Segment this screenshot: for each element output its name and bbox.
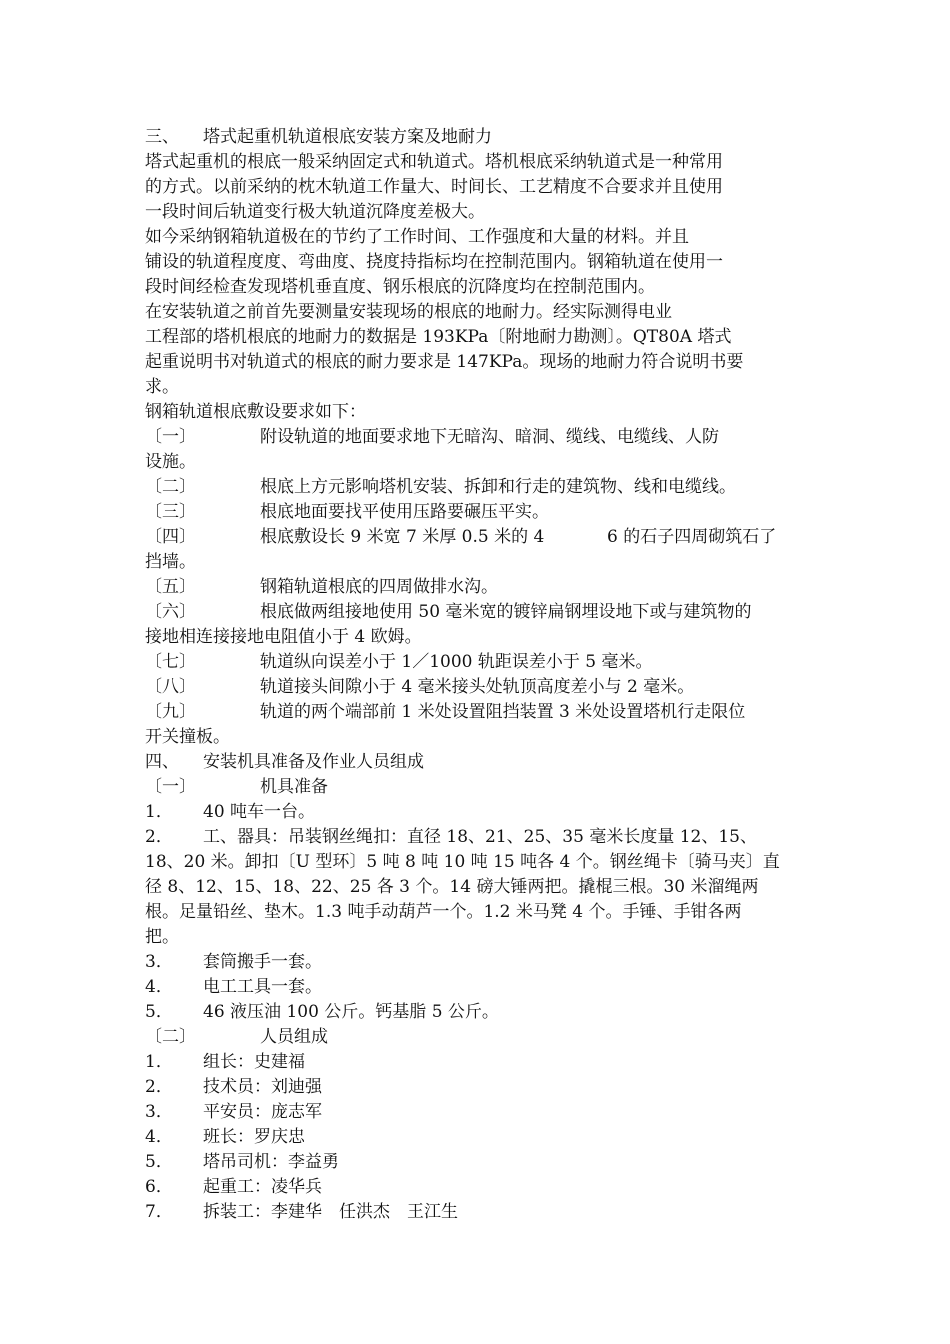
subsection-number: 〔一〕 [145,777,196,797]
tool-item-number: 4． [145,977,173,997]
tool-item-text: 电工工具一套。 [203,977,322,997]
staff-item-text: 塔吊司机：李益勇 [203,1152,339,1172]
paragraph-line: 一段时间后轨道变行极大轨道沉降度差极大。 [145,202,485,222]
list-item-number: 〔六〕 [145,602,196,622]
section-3-number: 三、 [145,127,179,147]
list-item-number: 〔五〕 [145,577,196,597]
staff-item-text: 技术员：刘迪强 [203,1077,322,1097]
tool-item-continuation: 径 8、12、15、18、22、25 各 3 个。14 磅大锤两把。撬棍三根。30 米溜绳两 [145,877,759,897]
staff-item-number: 2． [145,1077,173,1097]
subsection-number: 〔二〕 [145,1027,196,1047]
paragraph-line: 铺设的轨道程度度、弯曲度、挠度持指标均在控制范围内。钢箱轨道在使用一 [145,252,723,272]
tool-item-text: 套筒搬手一套。 [203,952,322,972]
staff-item-text: 班长：罗庆忠 [203,1127,305,1147]
list-item-text: 钢箱轨道根底的四周做排水沟。 [260,577,498,597]
list-item-number: 〔一〕 [145,427,196,447]
section-3-title: 塔式起重机轨道根底安装方案及地耐力 [203,127,492,147]
list-item-text-part2: 6 的石子四周砌筑石了 [607,527,777,547]
staff-item-text: 平安员：庞志军 [203,1102,322,1122]
list-item-continuation: 接地相连接接地电阻值小于 4 欧姆。 [145,627,422,647]
tool-item-text: 46 液压油 100 公斤。钙基脂 5 公斤。 [203,1002,499,1022]
staff-item-number: 5． [145,1152,173,1172]
tool-item-continuation: 把。 [145,927,179,947]
list-item-number: 〔九〕 [145,702,196,722]
paragraph-line: 在安装轨道之前首先要测量安装现场的根底的地耐力。经实际测得电业 [145,302,672,322]
list-item-text: 轨道的两个端部前 1 米处设置阻挡装置 3 米处设置塔机行走限位 [260,702,746,722]
staff-item-text: 拆装工：李建华 任洪杰 王江生 [203,1202,458,1222]
paragraph-line: 的方式。以前采纳的枕木轨道工作量大、时间长、工艺精度不合要求并且使用 [145,177,723,197]
subsection-title: 机具准备 [260,777,328,797]
tool-item-number: 1． [145,802,173,822]
list-item-continuation: 开关撞板。 [145,727,230,747]
tool-item-text: 40 吨车一台。 [203,802,316,822]
staff-item-text: 组长：史建福 [203,1052,305,1072]
tool-item-number: 3． [145,952,173,972]
list-item-text: 根底上方元影响塔机安装、拆卸和行走的建筑物、线和电缆线。 [260,477,736,497]
list-item-number: 〔七〕 [145,652,196,672]
list-item-text: 附设轨道的地面要求地下无暗沟、暗洞、缆线、电缆线、人防 [260,427,719,447]
staff-item-number: 3． [145,1102,173,1122]
staff-item-number: 7． [145,1202,173,1222]
list-item-text: 轨道纵向误差小于 1／1000 轨距误差小于 5 毫米。 [260,652,653,672]
staff-item-number: 4． [145,1127,173,1147]
section-4-number: 四、 [145,752,179,772]
section-4-title: 安装机具准备及作业人员组成 [203,752,424,772]
list-item-text: 根底做两组接地使用 50 毫米宽的镀锌扁钢埋设地下或与建筑物的 [260,602,752,622]
paragraph-line: 工程部的塔机根底的地耐力的数据是 193KPa〔附地耐力勘测〕。QT80A 塔式 [145,327,732,347]
paragraph-line: 求。 [145,377,179,397]
list-item-number: 〔三〕 [145,502,196,522]
paragraph-line: 钢箱轨道根底敷设要求如下： [145,402,366,422]
staff-item-number: 6． [145,1177,173,1197]
list-item-number: 〔八〕 [145,677,196,697]
paragraph-line: 段时间经检查发现塔机垂直度、钢乐根底的沉降度均在控制范围内。 [145,277,655,297]
paragraph-line: 塔式起重机的根底一般采纳固定式和轨道式。塔机根底采纳轨道式是一种常用 [145,152,723,172]
paragraph-line: 起重说明书对轨道式的根底的耐力要求是 147KPa。现场的地耐力符合说明书要 [145,352,744,372]
list-item-continuation: 挡墙。 [145,552,196,572]
list-item-text: 轨道接头间隙小于 4 毫米接头处轨顶高度差小与 2 毫米。 [260,677,695,697]
tool-item-continuation: 根。足量铅丝、垫木。1.3 吨手动葫芦一个。1.2 米马凳 4 个。手锤、手钳各两 [145,902,742,922]
list-item-continuation: 设施。 [145,452,196,472]
tool-item-number: 2． [145,827,173,847]
list-item-number: 〔二〕 [145,477,196,497]
tool-item-number: 5． [145,1002,173,1022]
tool-item-text: 工、器具：吊装钢丝绳扣：直径 18、21、25、35 毫米长度量 12、15、 [203,827,758,847]
list-item-number: 〔四〕 [145,527,196,547]
staff-item-number: 1． [145,1052,173,1072]
tool-item-continuation: 18、20 米。卸扣〔U 型环〕5 吨 8 吨 10 吨 15 吨各 4 个。钢丝绳卡〔骑马夹〕直 [145,852,780,872]
list-item-text: 根底地面要找平使用压路要碾压平实。 [260,502,549,522]
staff-item-text: 起重工：凌华兵 [203,1177,322,1197]
subsection-title: 人员组成 [260,1027,328,1047]
list-item-text: 根底敷设长 9 米宽 7 米厚 0.5 米的 4 [260,527,545,547]
paragraph-line: 如今采纳钢箱轨道极在的节约了工作时间、工作强度和大量的材料。并且 [145,227,689,247]
